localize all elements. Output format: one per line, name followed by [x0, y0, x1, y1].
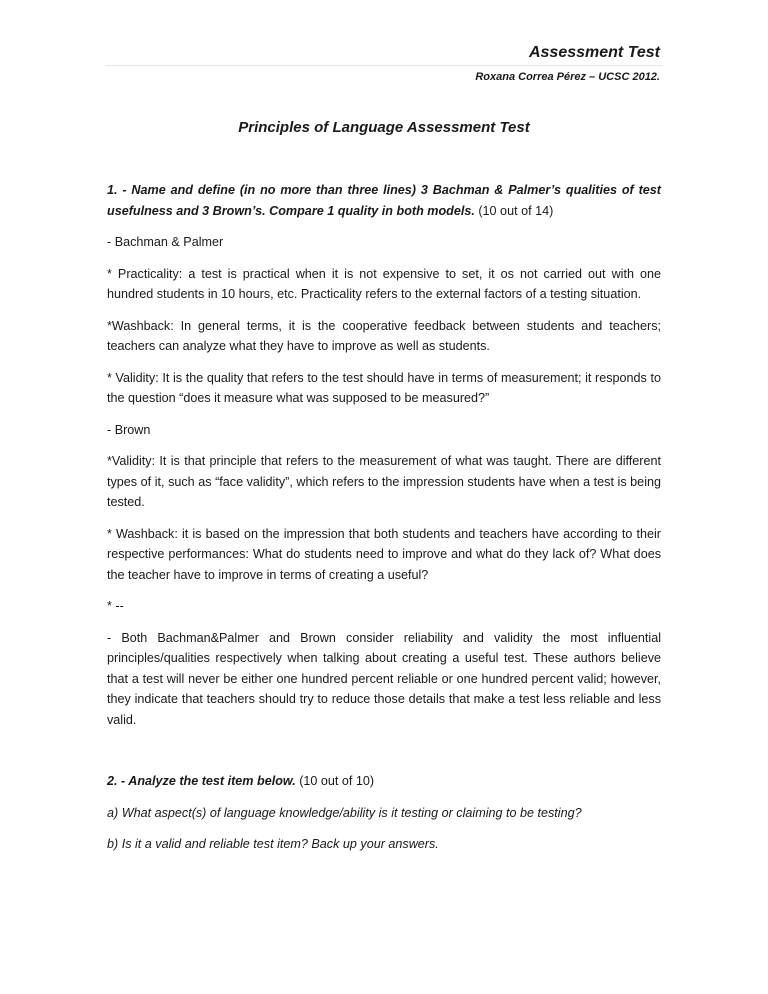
question-1 — [107, 180, 661, 221]
blank-item: * -- — [107, 599, 124, 613]
comparison-paragraph: - Both Bachman&Palmer and Brown consider reliability and validity the most influential principles/qualities respectively when talking about creating a useful test. These authors believe that a test will never be either one hundred percent reliable or one hundred percent valid; however, they indicate that teachers should try to reduce those details that make a test less reliable and less valid. — [107, 630, 661, 727]
bachman-heading: - Bachman & Palmer — [107, 235, 224, 249]
question-2b: b) Is it a valid and reliable test item? Back up your answers. — [107, 837, 439, 851]
header-author: Roxana Correa Pérez – UCSC 2012. — [475, 71, 660, 83]
validity-bp-paragraph: * Validity: It is the quality that refers to the test should have in terms of measurement; it responds to the question “does it measure what was supposed to be measured?” — [107, 370, 661, 405]
washback-brown-paragraph: * Washback: it is based on the impression that both students and teachers have according to their respective performances: What do students need to improve and what do they lack of? What does the teacher have to improve in terms of creating a useful? — [107, 526, 661, 582]
document-body — [107, 180, 661, 866]
practicality-paragraph: * Practicality: a test is practical when it is not expensive to set, it os not carried out with one hundred students in 10 hours, etc. Practicality refers to the external factors of a testing situation. — [107, 266, 661, 301]
question-2-score: (10 out of 10) — [295, 774, 375, 788]
question-2 — [107, 771, 661, 792]
brown-heading: - Brown — [107, 422, 151, 437]
question-2a: a) What aspect(s) of language knowledge/ability is it testing or claiming to be testing? — [107, 805, 582, 820]
header-divider — [105, 65, 663, 66]
section-spacer — [107, 741, 661, 771]
question-1-prompt: 1. - Name and define (in no more than three lines) 3 Bachman & Palmer’s qualities of test usefulness and 3 Brown’s. Compare 1 quality in both models. — [107, 183, 661, 218]
question-2-prompt: 2. - Analyze the test item below. — [107, 774, 296, 788]
question-1-score: (10 out of 14) — [474, 203, 554, 218]
washback-bp-paragraph: *Washback: In general terms, it is the cooperative feedback between students and teachers; teachers can analyze what they have to improve as well as students. — [107, 318, 661, 353]
document-title: Principles of Language Assessment Test — [238, 119, 530, 136]
validity-brown-paragraph: *Validity: It is that principle that refers to the measurement of what was taught. There are different types of it, such as “face validity”, which refers to the impression students have when a test is being tested. — [107, 454, 661, 509]
header-title: Assessment Test — [528, 44, 660, 61]
